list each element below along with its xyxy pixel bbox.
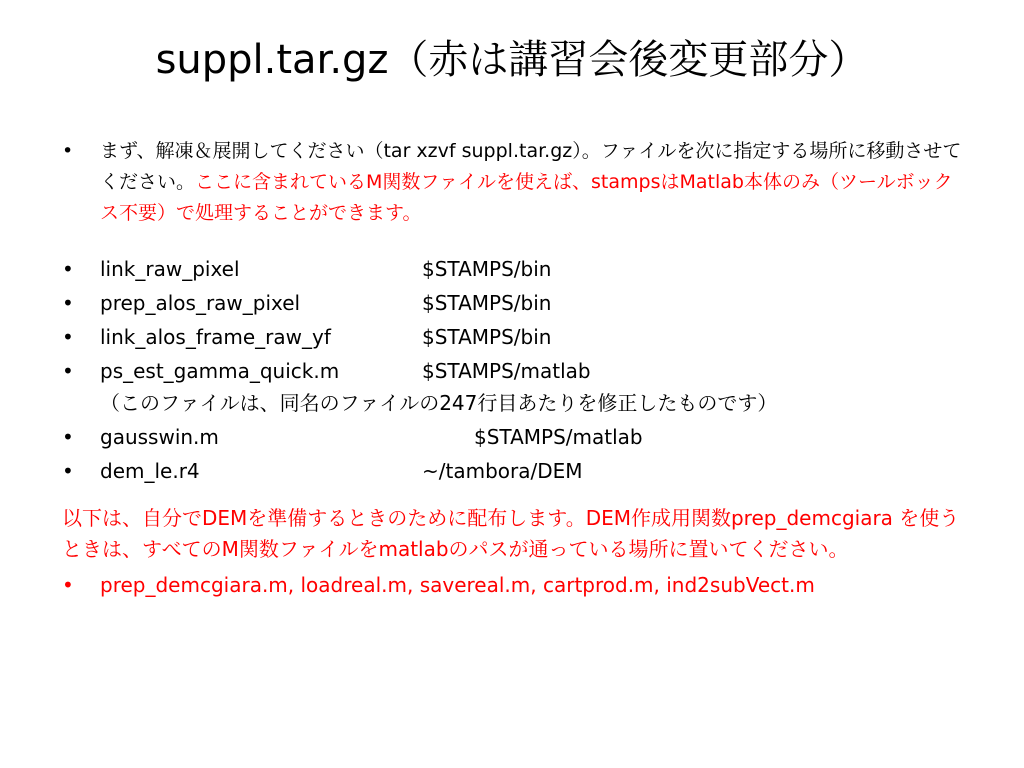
- file-path: $STAMPS/bin: [422, 291, 552, 315]
- intro-text-red: ここに含まれているM関数ファイルを使えば、stampsはMatlab本体のみ（ツールボックス不要）で処理することができます。: [100, 171, 953, 224]
- bullet-dot: •: [62, 359, 74, 383]
- bullet-dot: •: [62, 573, 74, 597]
- file-item-ps-est-gamma-quick: [62, 355, 962, 419]
- file-name: gausswin.m: [100, 425, 219, 449]
- file-item-prep-alos-raw-pixel: [62, 287, 962, 319]
- dem-paragraph: 以下は、自分でDEMを準備するときのために配布します。DEM作成用関数prep_demcgiara を使うときは、すべてのM関数ファイルをmatlabのパスが通っている場所に置いてください。: [62, 506, 960, 561]
- file-path: $STAMPS/bin: [422, 257, 552, 281]
- bullet-dot: •: [62, 459, 74, 483]
- file-path: ~/tambora/DEM: [422, 459, 583, 483]
- bullet-dot: •: [62, 257, 74, 281]
- file-name: dem_le.r4: [100, 459, 200, 483]
- dem-files-text: prep_demcgiara.m, loadreal.m, savereal.m, cartprod.m, ind2subVect.m: [100, 573, 815, 597]
- dem-files-bullet: [62, 569, 962, 601]
- slide-body: [62, 136, 962, 601]
- intro-text: まず、解凍＆展開してください（tar xzvf suppl.tar.gz）。ファイルを次に指定する場所に移動させてください。: [100, 140, 962, 193]
- file-path: $STAMPS/matlab: [474, 425, 643, 449]
- slide-title: suppl.tar.gz（赤は講習会後変更部分）: [155, 37, 869, 83]
- file-name: link_raw_pixel: [100, 257, 240, 281]
- file-path: $STAMPS/matlab: [422, 359, 591, 383]
- bullet-dot: •: [62, 140, 74, 162]
- intro-bullet: [62, 136, 962, 229]
- file-path: $STAMPS/bin: [422, 325, 552, 349]
- file-note: （このファイルは、同名のファイルの247行目あたりを修正したものです）: [100, 391, 778, 415]
- file-name: link_alos_frame_raw_yf: [100, 325, 331, 349]
- file-item-gausswin: [62, 421, 962, 453]
- bullet-dot: •: [62, 425, 74, 449]
- bullet-dot: •: [62, 291, 74, 315]
- file-item-link-alos-frame-raw-yf: [62, 321, 962, 353]
- file-item-dem-le: [62, 455, 962, 487]
- file-item-link-raw-pixel: [62, 253, 962, 285]
- file-name: prep_alos_raw_pixel: [100, 291, 301, 315]
- bullet-dot: •: [62, 325, 74, 349]
- file-name: ps_est_gamma_quick.m: [100, 359, 340, 383]
